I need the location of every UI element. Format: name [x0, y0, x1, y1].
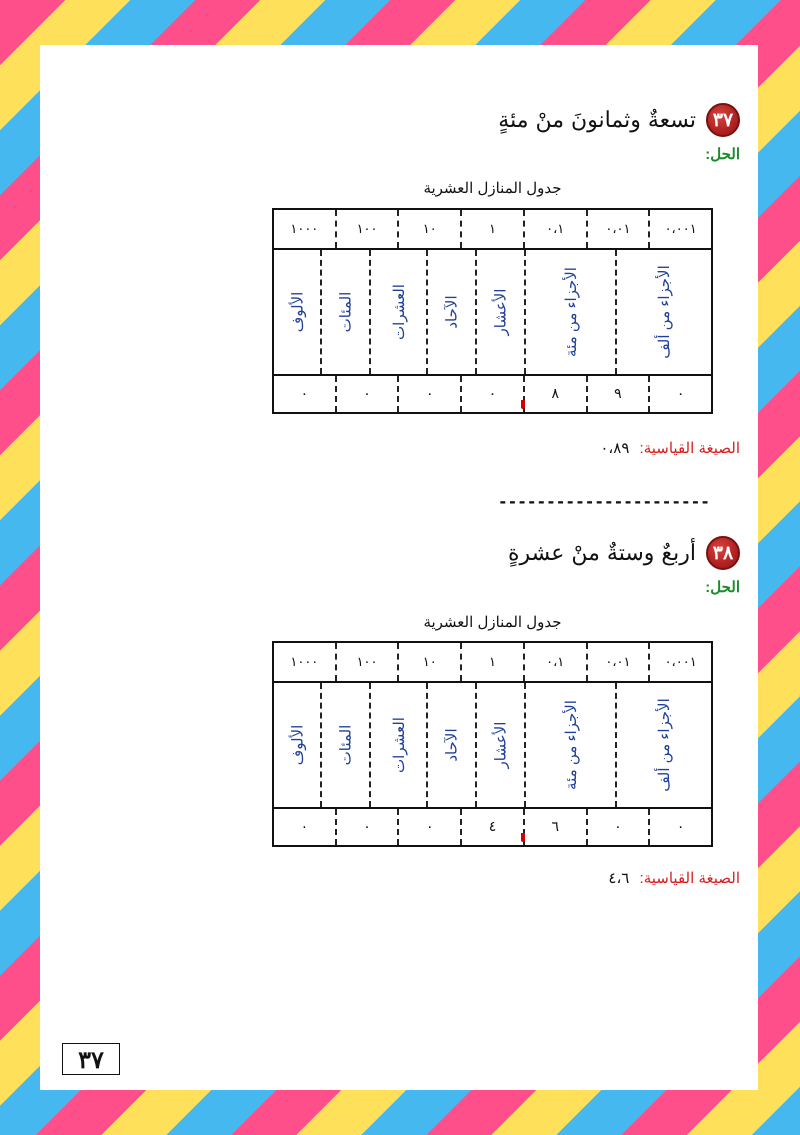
place-name: الأجزاء من مئة: [562, 267, 580, 357]
place-name: الألوف: [289, 724, 307, 766]
decimal-point-mark: [521, 400, 525, 409]
problem-number-badge: ٣٨: [706, 536, 740, 570]
place-value-header: ١٠٠٠: [290, 221, 319, 237]
place-value-header: ٠،١: [523, 210, 586, 248]
digit-cell: ٠: [335, 376, 398, 412]
place-name: الأعشار: [492, 721, 510, 769]
table-caption: جدول المنازل العشرية: [423, 180, 562, 197]
place-name: الألوف: [289, 291, 307, 333]
standard-form-value: ٠،٨٩: [600, 440, 630, 457]
place-value-table: [272, 208, 713, 414]
place-value-header: ١: [460, 643, 523, 681]
place-value-header: ٠،١: [523, 643, 586, 681]
place-name: العشرات: [390, 717, 408, 773]
digit-cell: ٠: [300, 819, 309, 835]
place-name: المئات: [337, 291, 355, 333]
problem-statement: تسعةٌ وثمانونَ منْ مئةٍ: [498, 107, 696, 133]
place-value-header: ١٠: [397, 210, 460, 248]
problem-number-badge: ٣٧: [706, 103, 740, 137]
problem-37-heading: [498, 98, 740, 142]
digit-cell: ٠: [397, 809, 460, 845]
place-value-header: ١٠٠: [335, 210, 398, 248]
section-divider: ----------------------: [498, 492, 710, 511]
digit-cell: ٠: [300, 386, 309, 402]
place-value-header: ١٠٠٠: [290, 654, 319, 670]
digit-cell: ٠: [648, 809, 711, 845]
standard-form: [608, 869, 740, 887]
place-value-header: ٠،٠١: [586, 643, 649, 681]
place-value-header: ١: [460, 210, 523, 248]
place-value-header-row: [274, 643, 711, 683]
place-name: العشرات: [390, 284, 408, 340]
digit-row: [274, 809, 711, 845]
place-name: المئات: [337, 724, 355, 766]
digit-cell: ٨: [523, 376, 586, 412]
solution-label: الحل:: [705, 146, 740, 163]
place-value-header: ٠،٠٠١: [648, 210, 711, 248]
place-name: الأجزاء من مئة: [562, 700, 580, 790]
place-name: الآحاد: [443, 295, 461, 329]
table-caption: جدول المنازل العشرية: [423, 614, 562, 631]
digit-row: [274, 376, 711, 412]
place-value-table: [272, 641, 713, 847]
digit-cell: ٠: [335, 809, 398, 845]
problem-statement: أربعٌ وستةٌ منْ عشرةٍ: [508, 540, 696, 566]
digit-cell: ٩: [586, 376, 649, 412]
digit-cell: ٠: [648, 376, 711, 412]
digit-cell: ٠: [586, 809, 649, 845]
place-value-header: ١٠٠: [335, 643, 398, 681]
standard-form-label: الصيغة القياسية:: [639, 870, 740, 887]
place-name: الأجزاء من ألف: [656, 698, 674, 792]
place-name-row: [274, 250, 711, 376]
standard-form: [600, 439, 740, 457]
place-value-header: ٠،٠١: [586, 210, 649, 248]
place-value-header: ٠،٠٠١: [648, 643, 711, 681]
problem-38-heading: [508, 531, 740, 575]
page-number: ٣٧: [62, 1043, 120, 1075]
digit-cell: ٠: [397, 376, 460, 412]
digit-cell: ٠: [460, 376, 523, 412]
place-name: الآحاد: [443, 728, 461, 762]
place-name-row: [274, 683, 711, 809]
digit-cell: ٦: [523, 809, 586, 845]
digit-cell: ٤: [460, 809, 523, 845]
solution-label: الحل:: [705, 579, 740, 596]
standard-form-value: ٤،٦: [608, 870, 630, 887]
place-value-header: ١٠: [397, 643, 460, 681]
decimal-point-mark: [521, 833, 525, 842]
place-value-header-row: [274, 210, 711, 250]
worksheet-page: [40, 45, 758, 1090]
place-name: الأجزاء من ألف: [656, 265, 674, 359]
standard-form-label: الصيغة القياسية:: [639, 440, 740, 457]
place-name: الأعشار: [492, 288, 510, 336]
